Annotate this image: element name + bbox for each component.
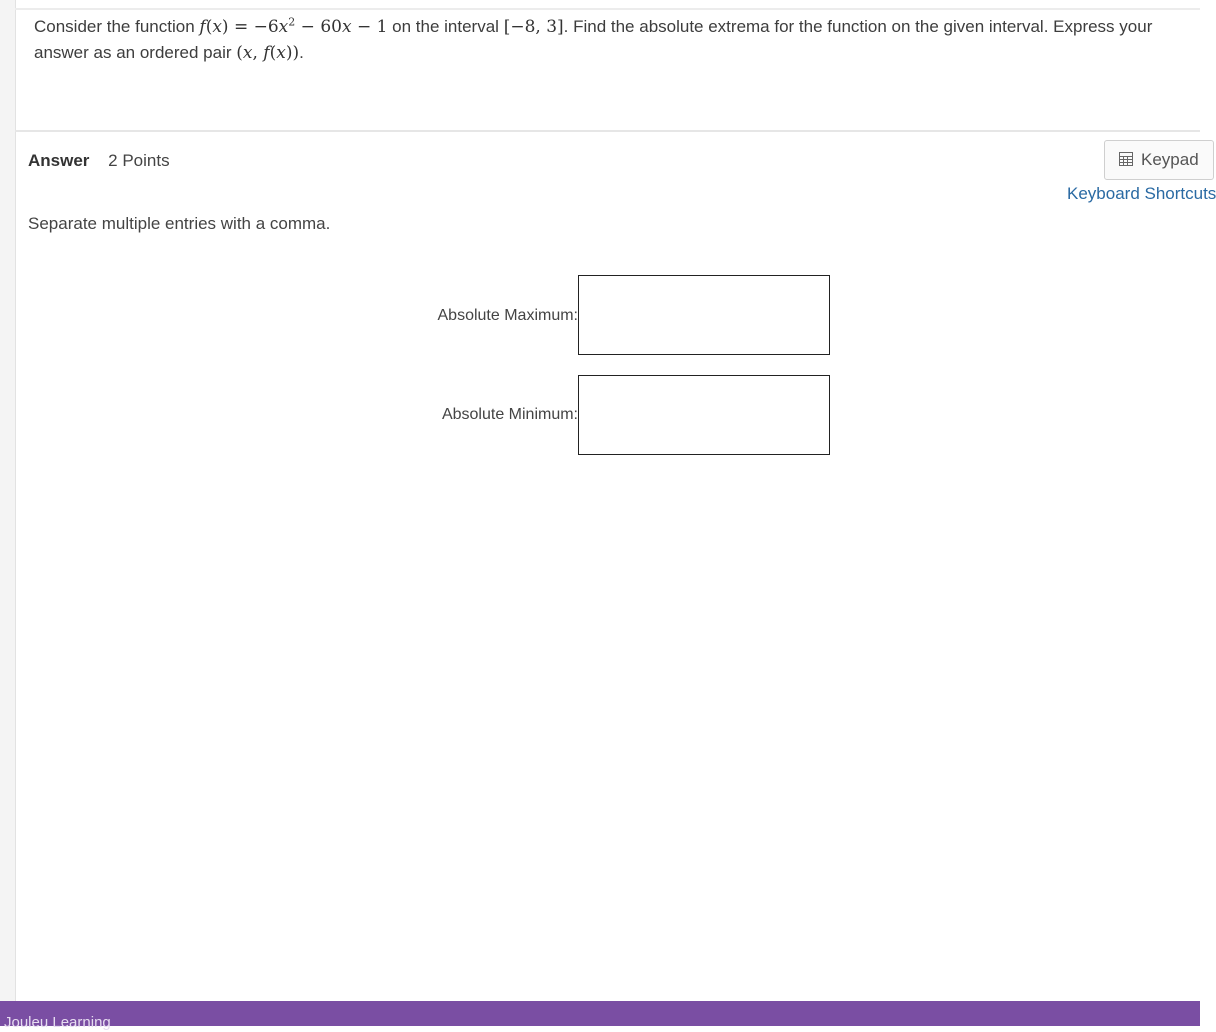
absolute-minimum-label: Absolute Minimum:	[441, 406, 578, 423]
function-expression: $f(x) = -6x^2 - 60x - 1$	[199, 15, 388, 37]
absolute-maximum-input[interactable]	[578, 275, 830, 355]
absolute-minimum-input[interactable]	[578, 375, 830, 455]
answer-label: Answer	[28, 151, 90, 170]
footer-bar	[0, 1001, 1200, 1031]
section-divider	[15, 130, 1200, 132]
question-end: .	[299, 43, 304, 62]
points-value: 2 Points	[108, 151, 170, 170]
absolute-maximum-label: Absolute Maximum:	[437, 307, 578, 324]
footer-brand: Jouleu Learning	[4, 1014, 111, 1031]
question-prefix: Consider the function	[34, 17, 195, 36]
interval-expression: [−8, 3]	[503, 17, 564, 37]
calculator-grid-icon	[1119, 152, 1133, 166]
instructions-text: Separate multiple entries with a comma.	[28, 214, 331, 233]
top-divider	[15, 8, 1200, 10]
answer-header	[28, 150, 170, 172]
question-text	[34, 14, 1194, 66]
left-rail	[0, 0, 16, 1001]
ordered-pair-expression: (x, f(x))	[236, 43, 300, 63]
keypad-label: Keypad	[1141, 150, 1199, 169]
keyboard-shortcuts-link[interactable]: Keyboard Shortcuts	[1067, 184, 1216, 203]
question-suffix: . Find the absolute extrema for the function on the given interval. Express your answer as an ordered pair	[34, 17, 1153, 62]
keypad-button[interactable]	[1104, 140, 1214, 180]
question-middle: on the interval	[392, 17, 499, 36]
